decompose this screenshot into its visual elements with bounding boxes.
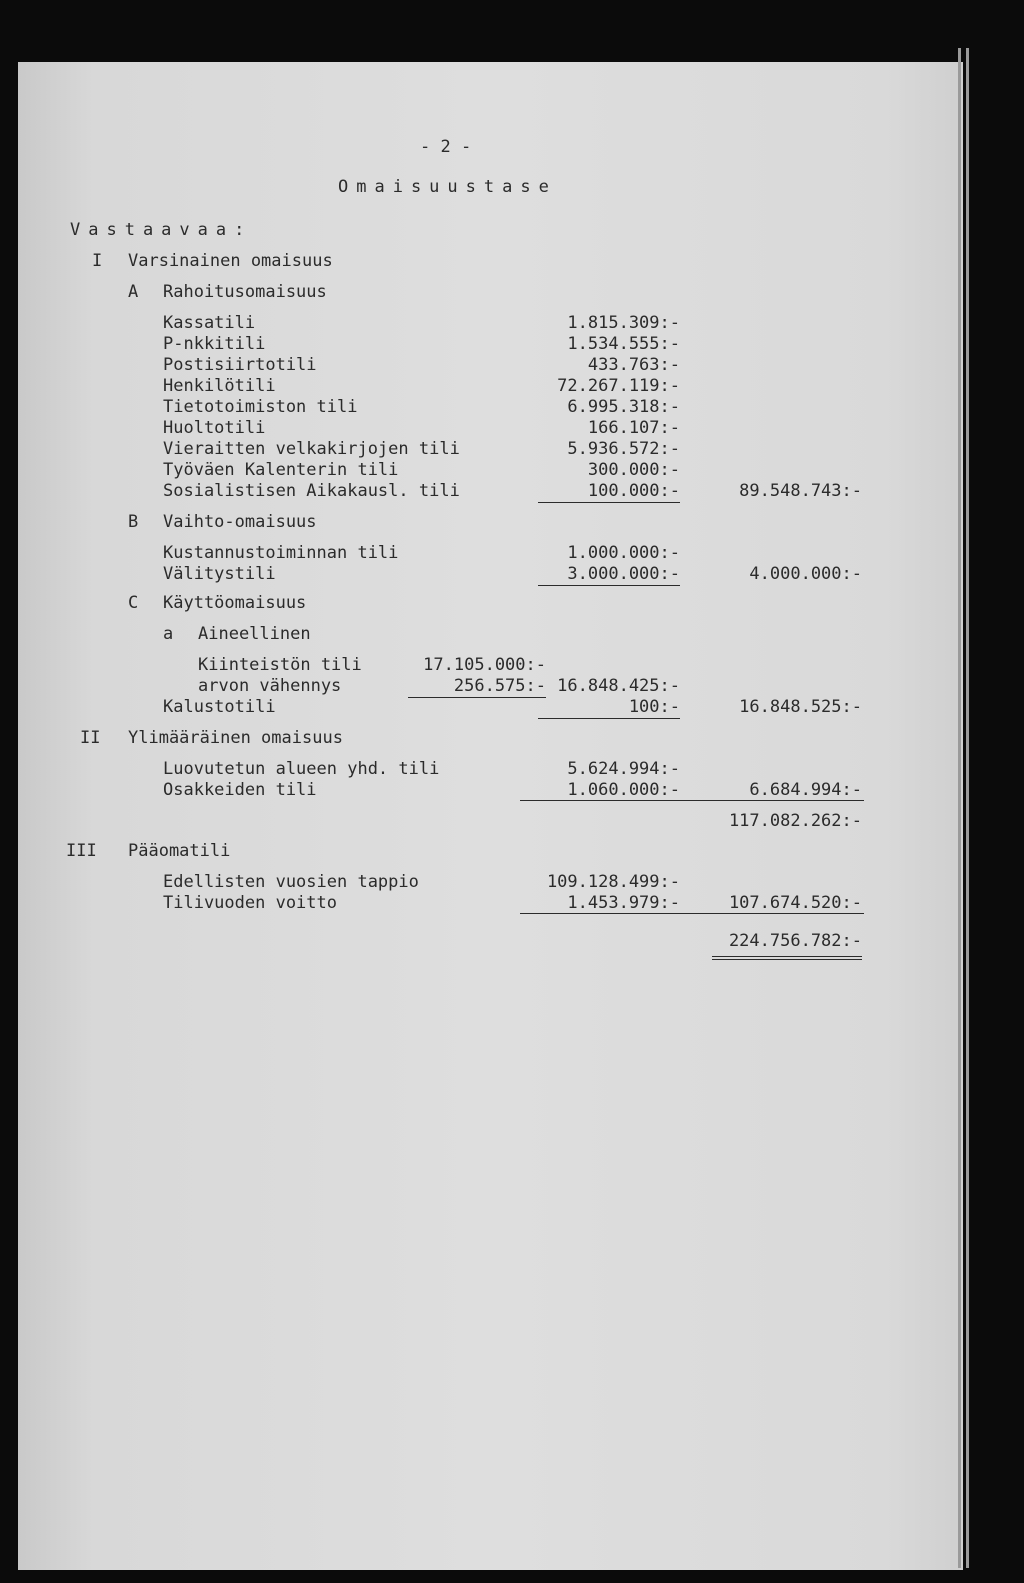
subsection-letter: A: [128, 282, 139, 302]
subsection-heading: Rahoitusomaisuus: [163, 282, 327, 302]
account-amount: 17.105.000:-: [423, 655, 546, 675]
account-label: Kalustotili: [163, 697, 276, 717]
account-label: Osakkeiden tili: [163, 780, 317, 800]
account-label: Postisiirtotili: [163, 355, 317, 375]
grand-total: 224.756.782:-: [712, 931, 862, 960]
running-subtotal: 117.082.262:-: [728, 811, 862, 831]
account-amount: 5.624.994:-: [567, 759, 680, 779]
total-rule: [520, 913, 864, 914]
account-label: Tilivuoden voitto: [163, 893, 337, 913]
net-amount: 16.848.425:-: [557, 676, 680, 696]
section-total: 107.674.520:-: [728, 893, 862, 913]
account-amount: 300.000:-: [587, 460, 680, 480]
account-amount: 3.000.000:-: [538, 564, 680, 586]
subsection-sub-letter: a: [163, 624, 174, 644]
account-label: Sosialistisen Aikakausl. tili: [163, 481, 460, 501]
account-amount: 109.128.499:-: [546, 872, 680, 892]
account-amount: 1.453.979:-: [567, 893, 680, 913]
section-heading: Ylimääräinen omaisuus: [128, 728, 343, 748]
account-label: Kiinteistön tili: [198, 655, 362, 675]
account-label: Edellisten vuosien tappio: [163, 872, 419, 892]
account-amount: 1.815.309:-: [567, 313, 680, 333]
subsection-letter: C: [128, 593, 139, 613]
subsection-letter: B: [128, 512, 139, 532]
account-label: Luovutetun alueen yhd. tili: [163, 759, 440, 779]
subsection-heading: Käyttöomaisuus: [163, 593, 307, 613]
section-heading: Pääomatili: [128, 841, 231, 861]
account-label: arvon vähennys: [198, 676, 342, 696]
total-rule: [520, 800, 864, 801]
account-amount: 1.534.555:-: [567, 334, 680, 354]
section-roman: II: [80, 728, 101, 748]
page-edge: [958, 48, 961, 1568]
account-amount: 166.107:-: [587, 418, 680, 438]
side-heading: Vastaavaa:: [70, 220, 253, 240]
account-amount: 100.000:-: [538, 481, 680, 503]
account-amount: 5.936.572:-: [567, 439, 680, 459]
subsection-heading: Vaihto-omaisuus: [163, 512, 317, 532]
account-label: P-nkkitili: [163, 334, 266, 354]
account-label: Huoltotili: [163, 418, 266, 438]
account-amount: 100:-: [538, 697, 680, 719]
account-amount: 256.575:-: [408, 676, 546, 698]
account-amount: 1.000.000:-: [567, 543, 680, 563]
account-amount: 72.267.119:-: [557, 376, 680, 396]
account-label: Henkilötili: [163, 376, 276, 396]
account-amount: 1.060.000:-: [567, 780, 680, 800]
subsection-total: 89.548.743:-: [739, 481, 862, 501]
section-heading: Varsinainen omaisuus: [128, 251, 333, 271]
account-amount: 6.995.318:-: [567, 397, 680, 417]
subsection-sub-heading: Aineellinen: [198, 624, 311, 644]
account-label: Kassatili: [163, 313, 256, 333]
subsection-total: 4.000.000:-: [749, 564, 862, 584]
page-edge: [966, 48, 969, 1568]
account-amount: 433.763:-: [587, 355, 680, 375]
account-label: Vieraitten velkakirjojen tili: [163, 439, 460, 459]
account-label: Välitystili: [163, 564, 276, 584]
subsection-total: 16.848.525:-: [739, 697, 862, 717]
account-label: Kustannustoiminnan tili: [163, 543, 399, 563]
section-total: 6.684.994:-: [749, 780, 862, 800]
page-number: - 2 -: [420, 137, 472, 157]
page-title: Omaisuustase: [338, 177, 557, 197]
section-roman: I: [92, 251, 103, 271]
section-roman: III: [66, 841, 97, 861]
account-label: Tietotoimiston tili: [163, 397, 358, 417]
account-label: Työväen Kalenterin tili: [163, 460, 399, 480]
